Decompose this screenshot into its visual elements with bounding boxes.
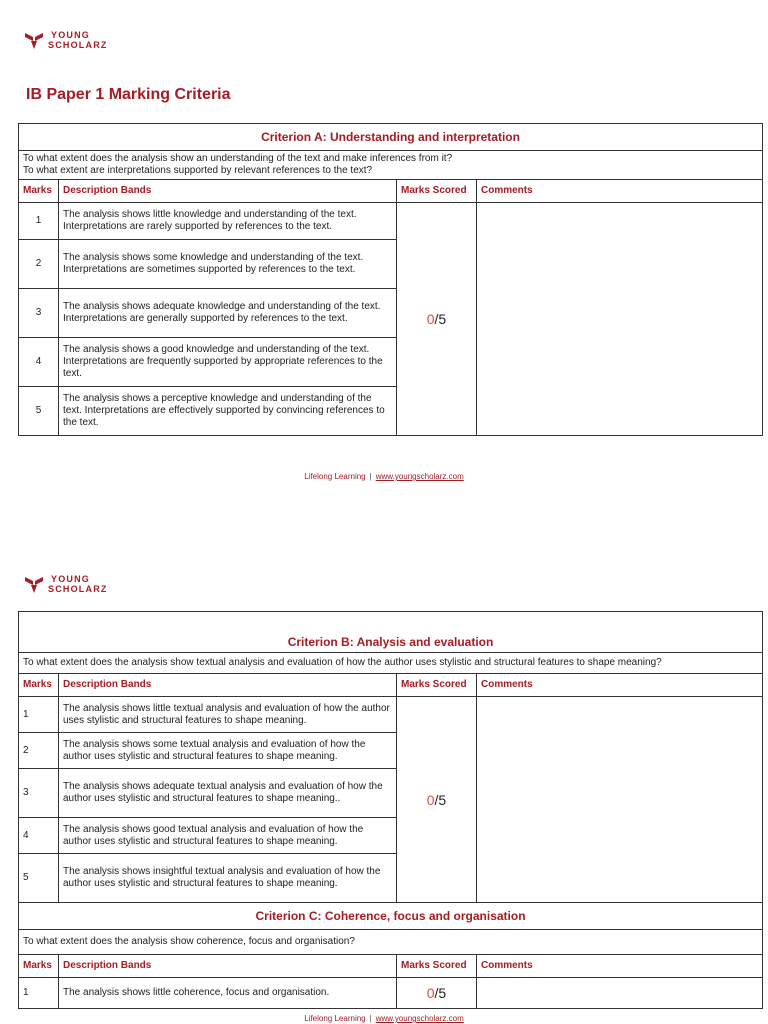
brand-logo [24, 574, 108, 594]
brand-line2: SCHOLARZ [48, 40, 108, 50]
score-total: /5 [434, 311, 447, 327]
criterion-b-question: To what extent does the analysis show textual analysis and evaluation of how the author uses stylistic and structural features to shape meaning? [19, 653, 763, 674]
band-mark: 3 [19, 769, 59, 818]
footer-tagline: Lifelong Learning [304, 472, 366, 481]
band-description: The analysis shows good textual analysis and evaluation of how the author uses stylistic and structural features to shape meaning. [59, 818, 397, 854]
footer-separator: | [369, 472, 372, 481]
criterion-c-score[interactable] [397, 978, 477, 1009]
band-description: The analysis shows little textual analysis and evaluation of how the author uses stylistic and structural features to shape meaning. [59, 697, 397, 733]
criterion-c-question: To what extent does the analysis show coherence, focus and organisation? [19, 930, 763, 955]
band-mark: 2 [19, 240, 59, 289]
col-description-header: Description Bands [59, 674, 397, 697]
criterion-a-score[interactable] [397, 203, 477, 436]
criterion-c-title: Criterion C: Coherence, focus and organisation [19, 903, 763, 930]
footer-link[interactable]: www.youngscholarz.com [375, 472, 464, 481]
criterion-a-question [19, 151, 763, 180]
band-description: The analysis shows a perceptive knowledge and understanding of the text. Interpretations are effectively supported by convincing references to the text. [59, 387, 397, 436]
page-title: IB Paper 1 Marking Criteria [26, 86, 231, 103]
brand-name [48, 30, 108, 50]
brand-mark-icon [24, 574, 44, 594]
col-description-header: Description Bands [59, 180, 397, 203]
band-mark: 4 [19, 338, 59, 387]
criterion-a-question-line2: To what extent are interpretations supported by relevant references to the text? [23, 165, 373, 176]
brand-line2: SCHOLARZ [48, 584, 108, 594]
band-mark: 4 [19, 818, 59, 854]
table-row [19, 697, 763, 733]
score-got: 0 [426, 311, 435, 327]
criterion-c-comments[interactable] [477, 978, 763, 1009]
brand-line1: YOUNG [51, 30, 91, 40]
band-description: The analysis shows little knowledge and understanding of the text. Interpretations are rarely supported by references to the text. [59, 203, 397, 240]
criterion-a-question-line1: To what extent does the analysis show an understanding of the text and make inferences from it? [23, 153, 453, 164]
page-footer [0, 1014, 768, 1023]
criterion-b-title: Criterion B: Analysis and evaluation [19, 612, 763, 653]
criterion-bc-table [18, 611, 763, 1009]
col-marks-header: Marks [19, 180, 59, 203]
brand-mark-icon [24, 30, 44, 50]
col-scored-header: Marks Scored [397, 180, 477, 203]
band-description: The analysis shows a good knowledge and understanding of the text. Interpretations are frequently supported by appropriate references to the text. [59, 338, 397, 387]
criterion-b-comments[interactable] [477, 697, 763, 903]
footer-link[interactable]: www.youngscholarz.com [375, 1014, 464, 1023]
col-description-header: Description Bands [59, 955, 397, 978]
score-total: /5 [434, 791, 447, 808]
score-total: /5 [434, 985, 447, 1001]
criterion-a-title: Criterion A: Understanding and interpretation [19, 124, 763, 151]
band-mark: 1 [19, 978, 59, 1009]
band-description: The analysis shows little coherence, focus and organisation. [59, 978, 397, 1009]
table-row [19, 978, 763, 1009]
page-footer [0, 472, 768, 481]
col-scored-header: Marks Scored [397, 955, 477, 978]
brand-line1: YOUNG [51, 574, 91, 584]
band-description: The analysis shows some textual analysis and evaluation of how the author uses stylistic and structural features to shape meaning. [59, 733, 397, 769]
criterion-b-score[interactable] [397, 697, 477, 903]
score-got: 0 [426, 791, 435, 808]
band-mark: 5 [19, 387, 59, 436]
col-comments-header: Comments [477, 955, 763, 978]
brand-name [48, 574, 108, 594]
band-description: The analysis shows adequate textual analysis and evaluation of how the author uses stylistic and structural features to shape meaning.. [59, 769, 397, 818]
footer-tagline: Lifelong Learning [304, 1014, 366, 1023]
col-marks-header: Marks [19, 674, 59, 697]
criterion-a-table [18, 123, 763, 436]
band-mark: 2 [19, 733, 59, 769]
band-mark: 1 [19, 697, 59, 733]
score-got: 0 [426, 985, 435, 1001]
footer-separator: | [369, 1014, 372, 1023]
band-mark: 5 [19, 854, 59, 903]
band-description: The analysis shows adequate knowledge and understanding of the text. Interpretations are generally supported by references to the text. [59, 289, 397, 338]
band-description: The analysis shows some knowledge and understanding of the text. Interpretations are sometimes supported by references to the text. [59, 240, 397, 289]
col-marks-header: Marks [19, 955, 59, 978]
band-mark: 3 [19, 289, 59, 338]
band-mark: 1 [19, 203, 59, 240]
col-scored-header: Marks Scored [397, 674, 477, 697]
table-row [19, 203, 763, 240]
band-description: The analysis shows insightful textual analysis and evaluation of how the author uses stylistic and structural features to shape meaning. [59, 854, 397, 903]
col-comments-header: Comments [477, 674, 763, 697]
col-comments-header: Comments [477, 180, 763, 203]
criterion-a-comments[interactable] [477, 203, 763, 436]
brand-logo [24, 30, 108, 50]
